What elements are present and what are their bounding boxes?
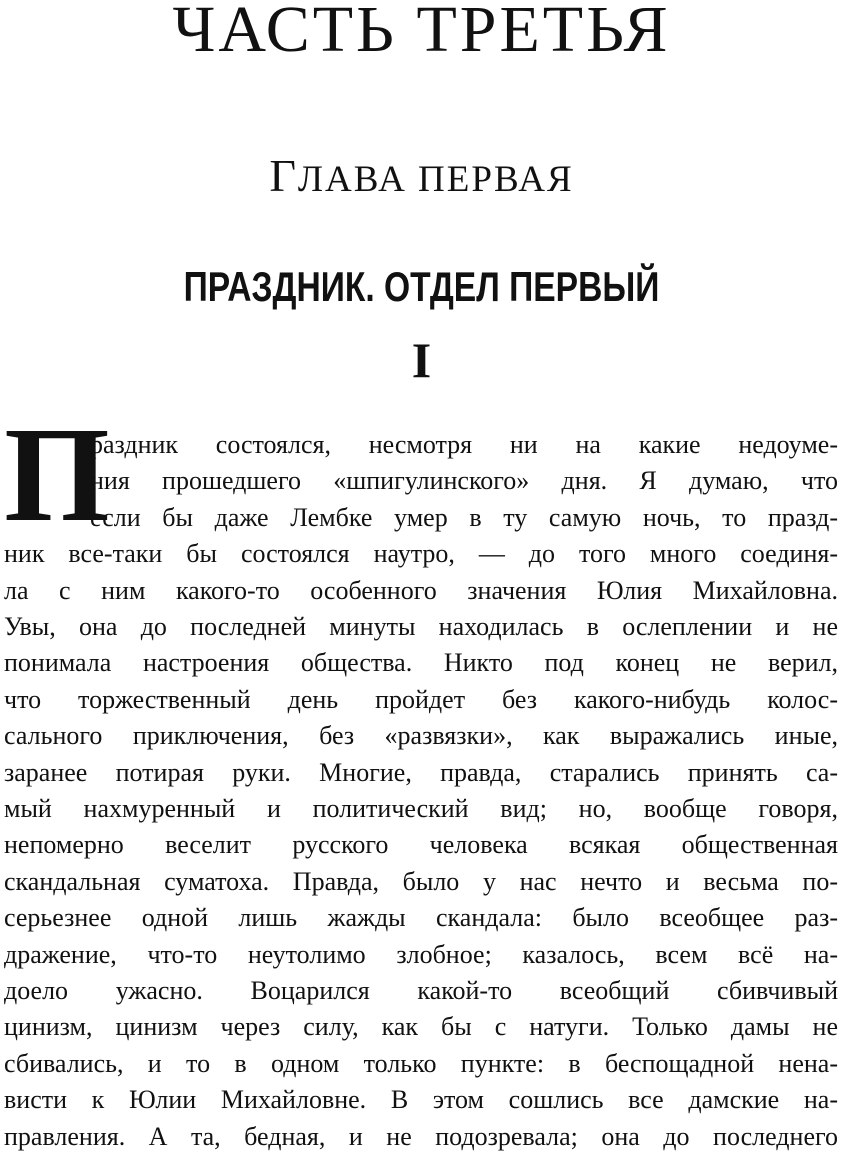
text-line: скандальная суматоха. Правда, было у нас нечто и весьма по- [4,866,838,896]
subsection-numeral: I [411,332,432,388]
text-line: доело ужасно. Воцарился какой-то всеобщий сбивчивый [4,976,838,1005]
text-line: сального приключения, без «развязки», как выражались иные, [4,721,838,751]
text-line: сбивались, и то в одном только пункте: в беспощадной нена- [4,1048,838,1078]
text-line: мый нахмуренный и политический вид; но, вообще говоря, [4,794,838,823]
section-title: ПРАЗДНИК. ОТДЕЛ ПЕРВЫЙ [183,263,660,310]
text-line: ник все-таки бы состоялся наутро, — до того много соединя- [4,539,838,569]
text-line: Увы, она до последней минуты находилась в ослеплении и не [4,612,838,641]
text-line: заранее потирая руки. Многие, правда, старались принять са- [4,757,838,787]
text-line: ния прошедшего «шпигулинского» дня. Я думаю, что [90,466,838,496]
text-line: что торжественный день пройдет без какого-нибудь колос- [4,684,838,714]
text-line: непомерно веселит русского человека всякая общественная [4,830,838,860]
text-line: раздник состоялся, несмотря ни на какие недоуме- [90,430,838,459]
chapter-title-initial: Г [269,150,298,201]
drop-cap: П [4,400,110,550]
text-line: правления. А та, бедная, и не подозревала; она до последнего [4,1121,838,1151]
text-line: серьезнее одной лишь жажды скандала: было всеобщее раз- [4,903,838,933]
text-line: цинизм, цинизм через силу, как бы с натуги. Только дамы не [4,1012,838,1042]
chapter-title [0,146,843,210]
text-line: если бы даже Лембке умер в ту самую ночь, то празд- [90,502,838,532]
chapter-title-rest: ЛАВА ПЕРВАЯ [297,159,574,200]
text-line: ла с ним какого-то особенного значения Юлия Михайловна. [4,575,838,605]
text-line: висти к Юлии Михайловне. В этом сошлись все дамские на- [4,1085,838,1115]
text-line: понимала настроения общества. Никто под конец не верил, [4,648,838,678]
text-line: дражение, что-то неутолимо злобное; казалось, всем всё на- [4,939,838,969]
part-title: ЧАСТЬ ТРЕТЬЯ [172,0,671,66]
